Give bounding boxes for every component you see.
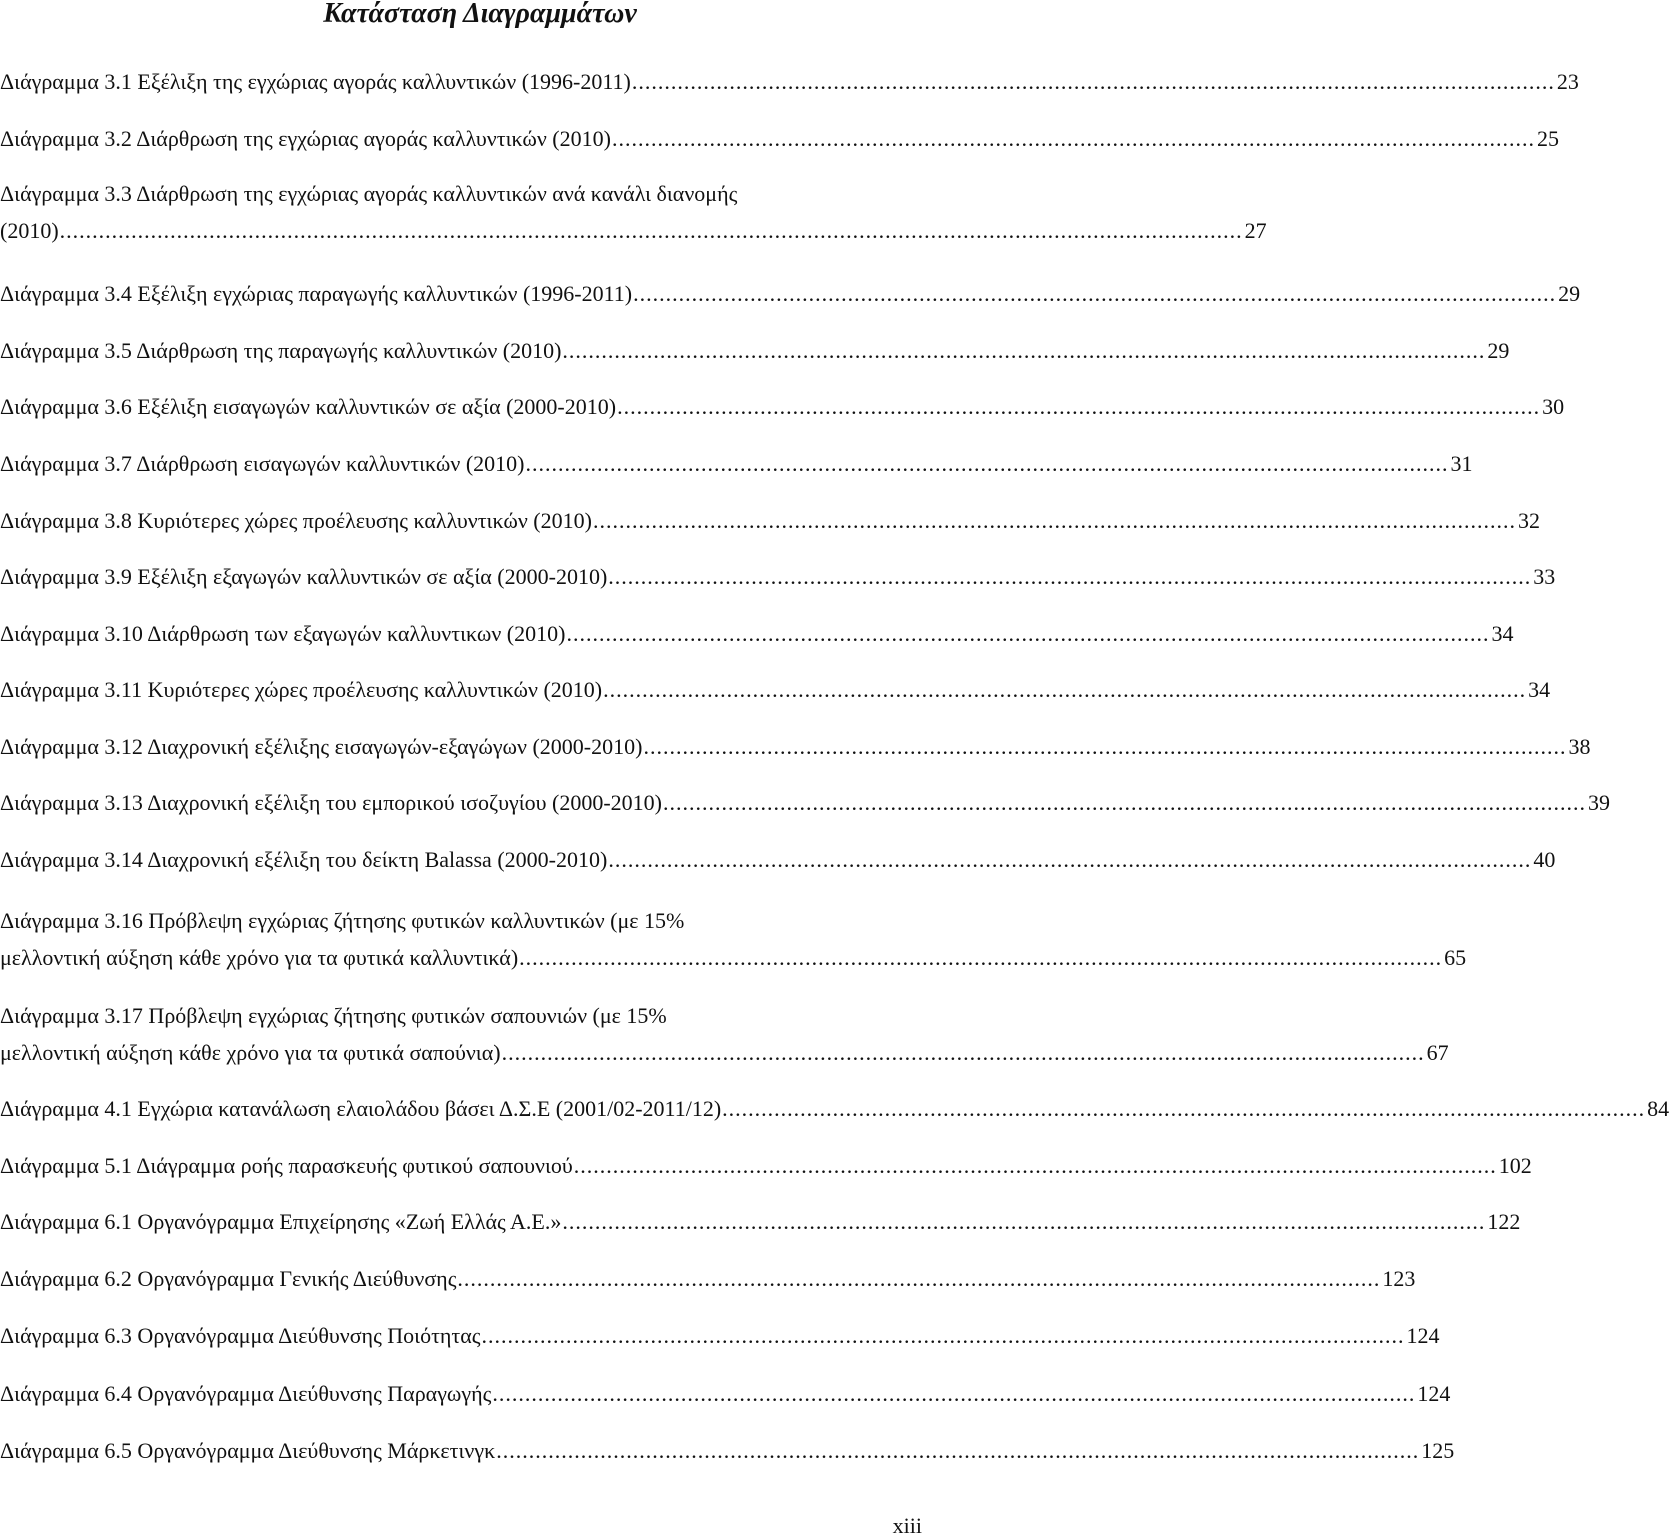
entry-label: Διάγραμμα 6.2 Οργανόγραμμα Γενικής Διεύθυνσης xyxy=(0,1266,457,1291)
dot-leader: .............................................................................................................................................. xyxy=(519,945,1443,970)
entry-label: Διάγραμμα 6.3 Οργανόγραμμα Διεύθυνσης Ποιότητας xyxy=(0,1323,481,1348)
dot-leader: .............................................................................................................................................. xyxy=(592,508,1516,533)
entry-page: 67 xyxy=(1426,1040,1449,1065)
entry-page: 27 xyxy=(1244,218,1267,243)
list-item xyxy=(0,1322,1440,1350)
list-item xyxy=(0,1437,1455,1465)
list-item xyxy=(0,563,1556,591)
entry-page: 23 xyxy=(1556,69,1579,94)
entry-page: 25 xyxy=(1536,126,1559,151)
entry-label: μελλοντική αύξηση κάθε χρόνο για τα φυτικά καλλυντικά) xyxy=(0,945,519,970)
entry-page: 34 xyxy=(1528,677,1551,702)
list-item xyxy=(0,68,1579,96)
entry-page: 33 xyxy=(1533,564,1556,589)
dot-leader: .............................................................................................................................................. xyxy=(501,1040,1425,1065)
list-item xyxy=(0,337,1510,365)
list-item xyxy=(0,1152,1532,1180)
list-item xyxy=(0,1380,1451,1408)
entry-page: 124 xyxy=(1417,1381,1451,1406)
entry-label: Διάγραμμα 3.13 Διαχρονική εξέλιξη του εμπορικού ισοζυγίου (2000-2010) xyxy=(0,790,662,815)
dot-leader: .............................................................................................................................................. xyxy=(608,847,1532,872)
dot-leader: .............................................................................................................................................. xyxy=(496,1438,1420,1463)
entry-page: 65 xyxy=(1444,945,1467,970)
dot-leader: .............................................................................................................................................. xyxy=(562,1209,1486,1234)
entry-page: 123 xyxy=(1382,1266,1416,1291)
entry-label: Διάγραμμα 3.5 Διάρθρωση της παραγωγής καλλυντικών (2010) xyxy=(0,338,562,363)
list-item xyxy=(0,789,1610,817)
entry-label: Διάγραμμα 3.1 Εξέλιξη της εγχώριας αγοράς καλλυντικών (1996-2011) xyxy=(0,69,631,94)
dot-leader: .............................................................................................................................................. xyxy=(617,394,1541,419)
entry-page: 34 xyxy=(1491,621,1514,646)
dot-leader: .............................................................................................................................................. xyxy=(643,734,1567,759)
list-item xyxy=(0,125,1559,153)
entry-page: 125 xyxy=(1421,1438,1455,1463)
list-item xyxy=(0,1002,1449,1067)
entry-label: Διάγραμμα 3.4 Εξέλιξη εγχώριας παραγωγής καλλυντικών (1996-2011) xyxy=(0,281,633,306)
page-title: Κατάσταση Διαγραμμάτων xyxy=(323,0,637,29)
list-item xyxy=(0,620,1514,648)
list-item xyxy=(0,450,1473,478)
list-item xyxy=(0,733,1591,761)
entry-page: 102 xyxy=(1498,1153,1532,1178)
list-item xyxy=(0,907,1467,972)
dot-leader: .............................................................................................................................................. xyxy=(457,1266,1381,1291)
page-number: xiii xyxy=(892,1513,922,1538)
entry-label: Διάγραμμα 3.2 Διάρθρωση της εγχώριας αγοράς καλλυντικών (2010) xyxy=(0,126,611,151)
entry-label-line1: Διάγραμμα 3.16 Πρόβλεψη εγχώριας ζήτησης φυτικών καλλυντικών (με 15% xyxy=(0,908,685,933)
dot-leader: .............................................................................................................................................. xyxy=(481,1323,1405,1348)
dot-leader: .............................................................................................................................................. xyxy=(573,1153,1497,1178)
entry-label: Διάγραμμα 3.6 Εξέλιξη εισαγωγών καλλυντικών σε αξία (2000-2010) xyxy=(0,394,617,419)
entry-page: 29 xyxy=(1487,338,1510,363)
dot-leader: .............................................................................................................................................. xyxy=(566,621,1490,646)
list-item xyxy=(0,280,1581,308)
dot-leader: ...................................................................................................................................................................................... xyxy=(59,218,1243,243)
list-item xyxy=(0,180,1267,245)
list-item xyxy=(0,393,1565,421)
list-item xyxy=(0,1095,1669,1123)
list-item xyxy=(0,507,1540,535)
entry-page: 122 xyxy=(1487,1209,1521,1234)
list-item xyxy=(0,846,1556,874)
entry-label-line1: Διάγραμμα 3.3 Διάρθρωση της εγχώριας αγοράς καλλυντικών ανά κανάλι διανομής xyxy=(0,181,738,206)
entry-page: 39 xyxy=(1588,790,1610,815)
entry-label: Διάγραμμα 3.7 Διάρθρωση εισαγωγών καλλυντικών (2010) xyxy=(0,451,525,476)
entry-page: 30 xyxy=(1542,394,1565,419)
list-item xyxy=(0,1208,1521,1236)
entry-page: 29 xyxy=(1558,281,1581,306)
dot-leader: .............................................................................................................................................. xyxy=(633,281,1557,306)
entry-label: Διάγραμμα 6.4 Οργανόγραμμα Διεύθυνσης Παραγωγής xyxy=(0,1381,492,1406)
entry-label: Διάγραμμα 3.10 Διάρθρωση των εξαγωγών καλλυντικων (2010) xyxy=(0,621,566,646)
entry-page: 31 xyxy=(1450,451,1473,476)
entry-page: 84 xyxy=(1647,1096,1669,1121)
entry-label: Διάγραμμα 6.1 Οργανόγραμμα Επιχείρησης «Ζωή Ελλάς Α.Ε.» xyxy=(0,1209,562,1234)
dot-leader: .............................................................................................................................................. xyxy=(492,1381,1416,1406)
entry-label: Διάγραμμα 3.9 Εξέλιξη εξαγωγών καλλυντικών σε αξία (2000-2010) xyxy=(0,564,608,589)
dot-leader: .............................................................................................................................................. xyxy=(562,338,1486,363)
entry-page: 40 xyxy=(1533,847,1556,872)
dot-leader: .............................................................................................................................................. xyxy=(603,677,1527,702)
dot-leader: .............................................................................................................................................. xyxy=(663,790,1586,815)
entry-page: 32 xyxy=(1517,508,1540,533)
list-item xyxy=(0,1265,1416,1293)
entry-page: 38 xyxy=(1568,734,1591,759)
entry-label: Διάγραμμα 4.1 Εγχώρια κατανάλωση ελαιολάδου βάσει Δ.Σ.Ε (2001/02-2011/12) xyxy=(0,1096,722,1121)
dot-leader: .............................................................................................................................................. xyxy=(631,69,1555,94)
entry-label-line1: Διάγραμμα 3.17 Πρόβλεψη εγχώριας ζήτησης φυτικών σαπουνιών (με 15% xyxy=(0,1003,667,1028)
entry-label: (2010) xyxy=(0,218,59,243)
entry-label: Διάγραμμα 3.14 Διαχρονική εξέλιξη του δείκτη Balassa (2000-2010) xyxy=(0,847,608,872)
entry-label: Διάγραμμα 6.5 Οργανόγραμμα Διεύθυνσης Μάρκετινγκ xyxy=(0,1438,496,1463)
entry-label: μελλοντική αύξηση κάθε χρόνο για τα φυτικά σαπούνια) xyxy=(0,1040,501,1065)
dot-leader: .............................................................................................................................................. xyxy=(608,564,1532,589)
dot-leader: .............................................................................................................................................. xyxy=(525,451,1449,476)
entry-label: Διάγραμμα 3.11 Κυριότερες χώρες προέλευσης καλλυντικών (2010) xyxy=(0,677,603,702)
entry-label: Διάγραμμα 5.1 Διάγραμμα ροής παρασκευής φυτικού σαπουνιού xyxy=(0,1153,573,1178)
entry-page: 124 xyxy=(1406,1323,1440,1348)
list-item xyxy=(0,676,1551,704)
dot-leader: .............................................................................................................................................. xyxy=(611,126,1535,151)
dot-leader: .............................................................................................................................................. xyxy=(722,1096,1646,1121)
entry-label: Διάγραμμα 3.12 Διαχρονική εξέλιξης εισαγωγών-εξαγώγων (2000-2010) xyxy=(0,734,643,759)
entry-label: Διάγραμμα 3.8 Κυριότερες χώρες προέλευσης καλλυντικών (2010) xyxy=(0,508,592,533)
